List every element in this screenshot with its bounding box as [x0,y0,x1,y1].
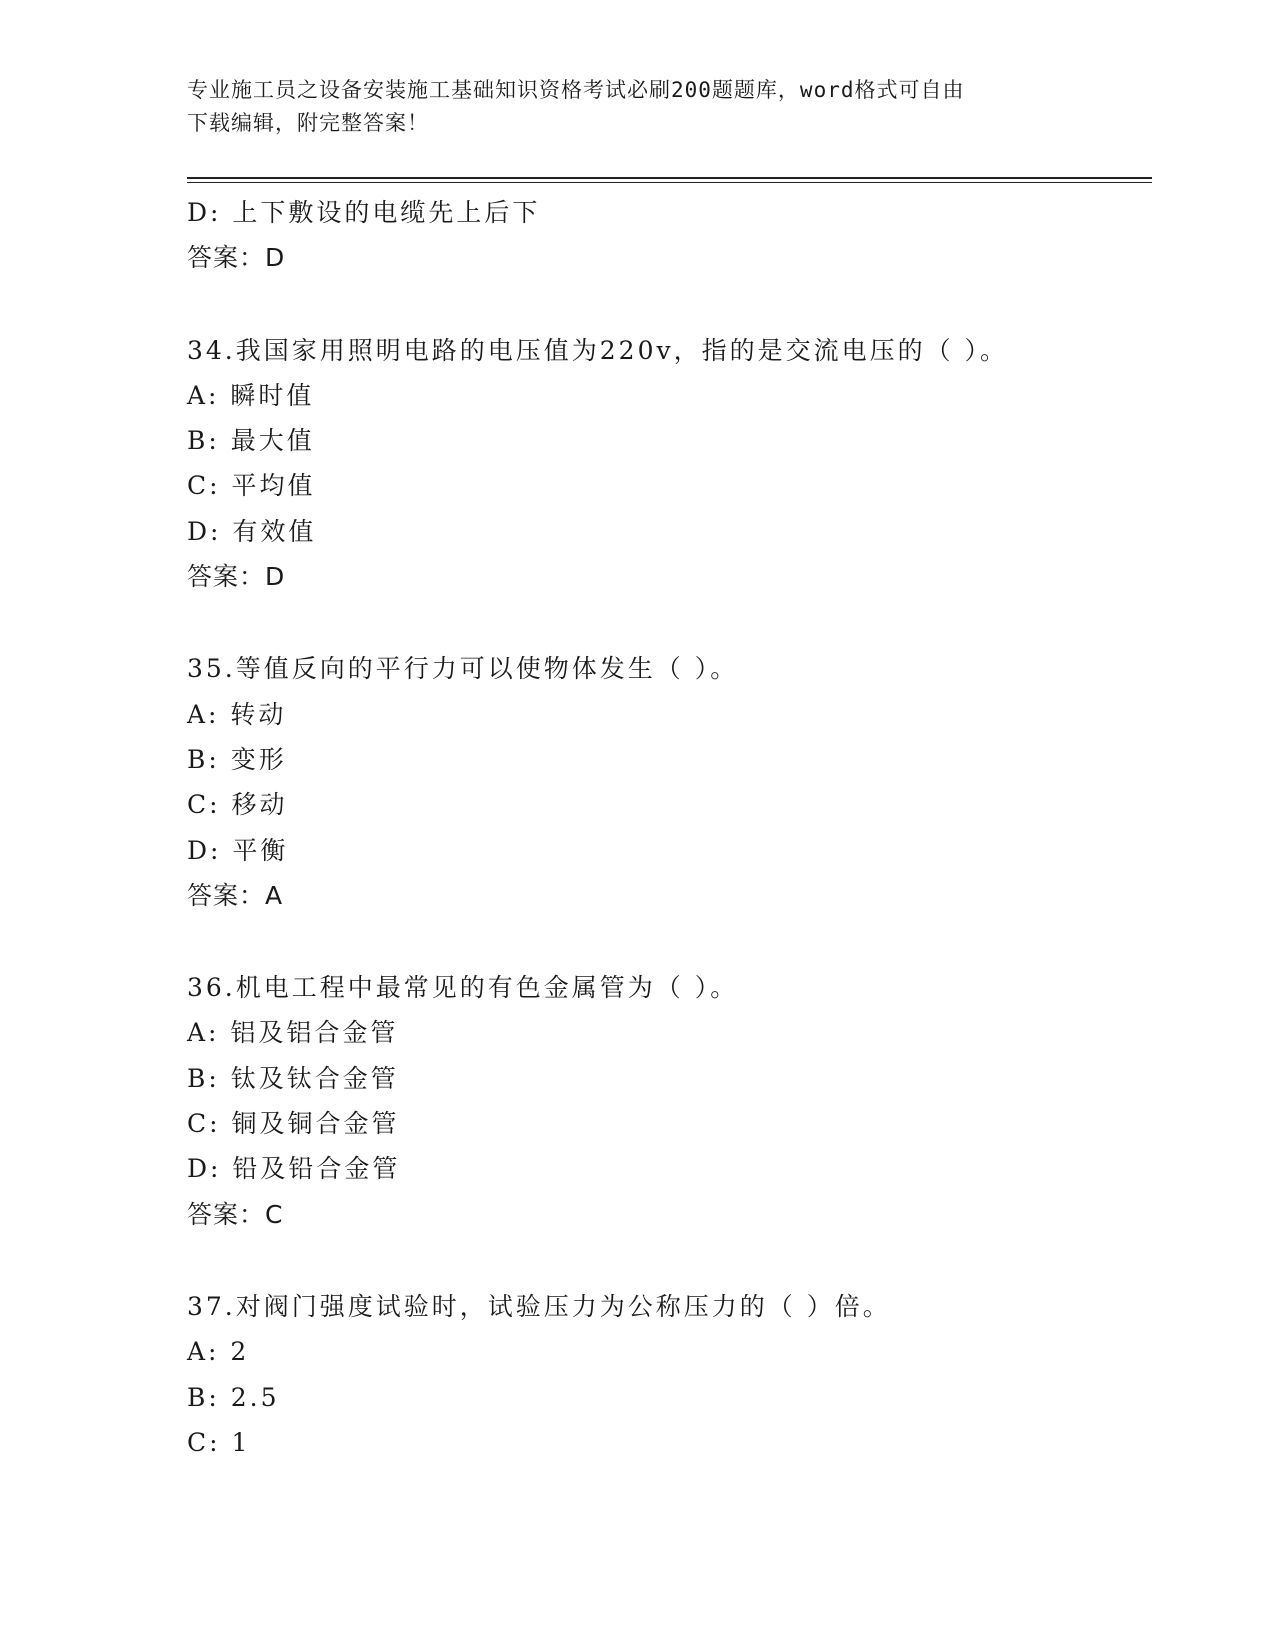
option-b: B: 钛及钛合金管 [187,1063,399,1093]
document-header [187,74,1067,140]
question-content [187,190,1147,1465]
answer: 答案：A [187,880,284,910]
option-d: D: 平衡 [187,835,289,865]
prev-option-d: D: 上下敷设的电缆先上后下 [187,198,541,227]
option-b: B: 变形 [187,744,287,774]
option-a: A: 2 [187,1337,250,1367]
answer: 答案：C [187,1199,284,1229]
question-stem: 35.等值反向的平行力可以使物体发生（ ）。 [187,654,739,684]
answer: 答案：D [187,562,286,592]
question-37 [187,1284,1147,1465]
option-d: D: 有效值 [187,516,317,546]
question-34 [187,328,1147,600]
option-b: B: 2.5 [187,1382,280,1412]
question-36 [187,965,1147,1237]
option-b: B: 最大值 [187,426,315,456]
option-c: C: 平均值 [187,471,316,501]
option-a: A: 瞬时值 [187,380,315,410]
option-c: C: 铜及铜合金管 [187,1109,400,1139]
header-title-line-2: 下载编辑，附完整答案！ [187,111,429,135]
option-d: D: 铅及铅合金管 [187,1154,401,1184]
question-stem: 37.对阀门强度试验时，试验压力为公称压力的（ ）倍。 [187,1291,891,1321]
header-title-line-1: 专业施工员之设备安装施工基础知识资格考试必刷200题题库，word格式可自由 [187,78,965,102]
prev-answer: 答案：D [187,243,286,273]
question-stem: 34.我国家用照明电路的电压值为220v，指的是交流电压的（ ）。 [187,335,1009,365]
question-stem: 36.机电工程中最常见的有色金属管为（ ）。 [187,973,739,1003]
header-rule-thick [187,177,1152,179]
option-c: C: 1 [187,1427,251,1457]
option-a: A: 铝及铝合金管 [187,1018,399,1048]
question-35 [187,646,1147,918]
header-rule-thin [187,182,1152,183]
option-a: A: 转动 [187,699,287,729]
option-c: C: 移动 [187,790,288,820]
